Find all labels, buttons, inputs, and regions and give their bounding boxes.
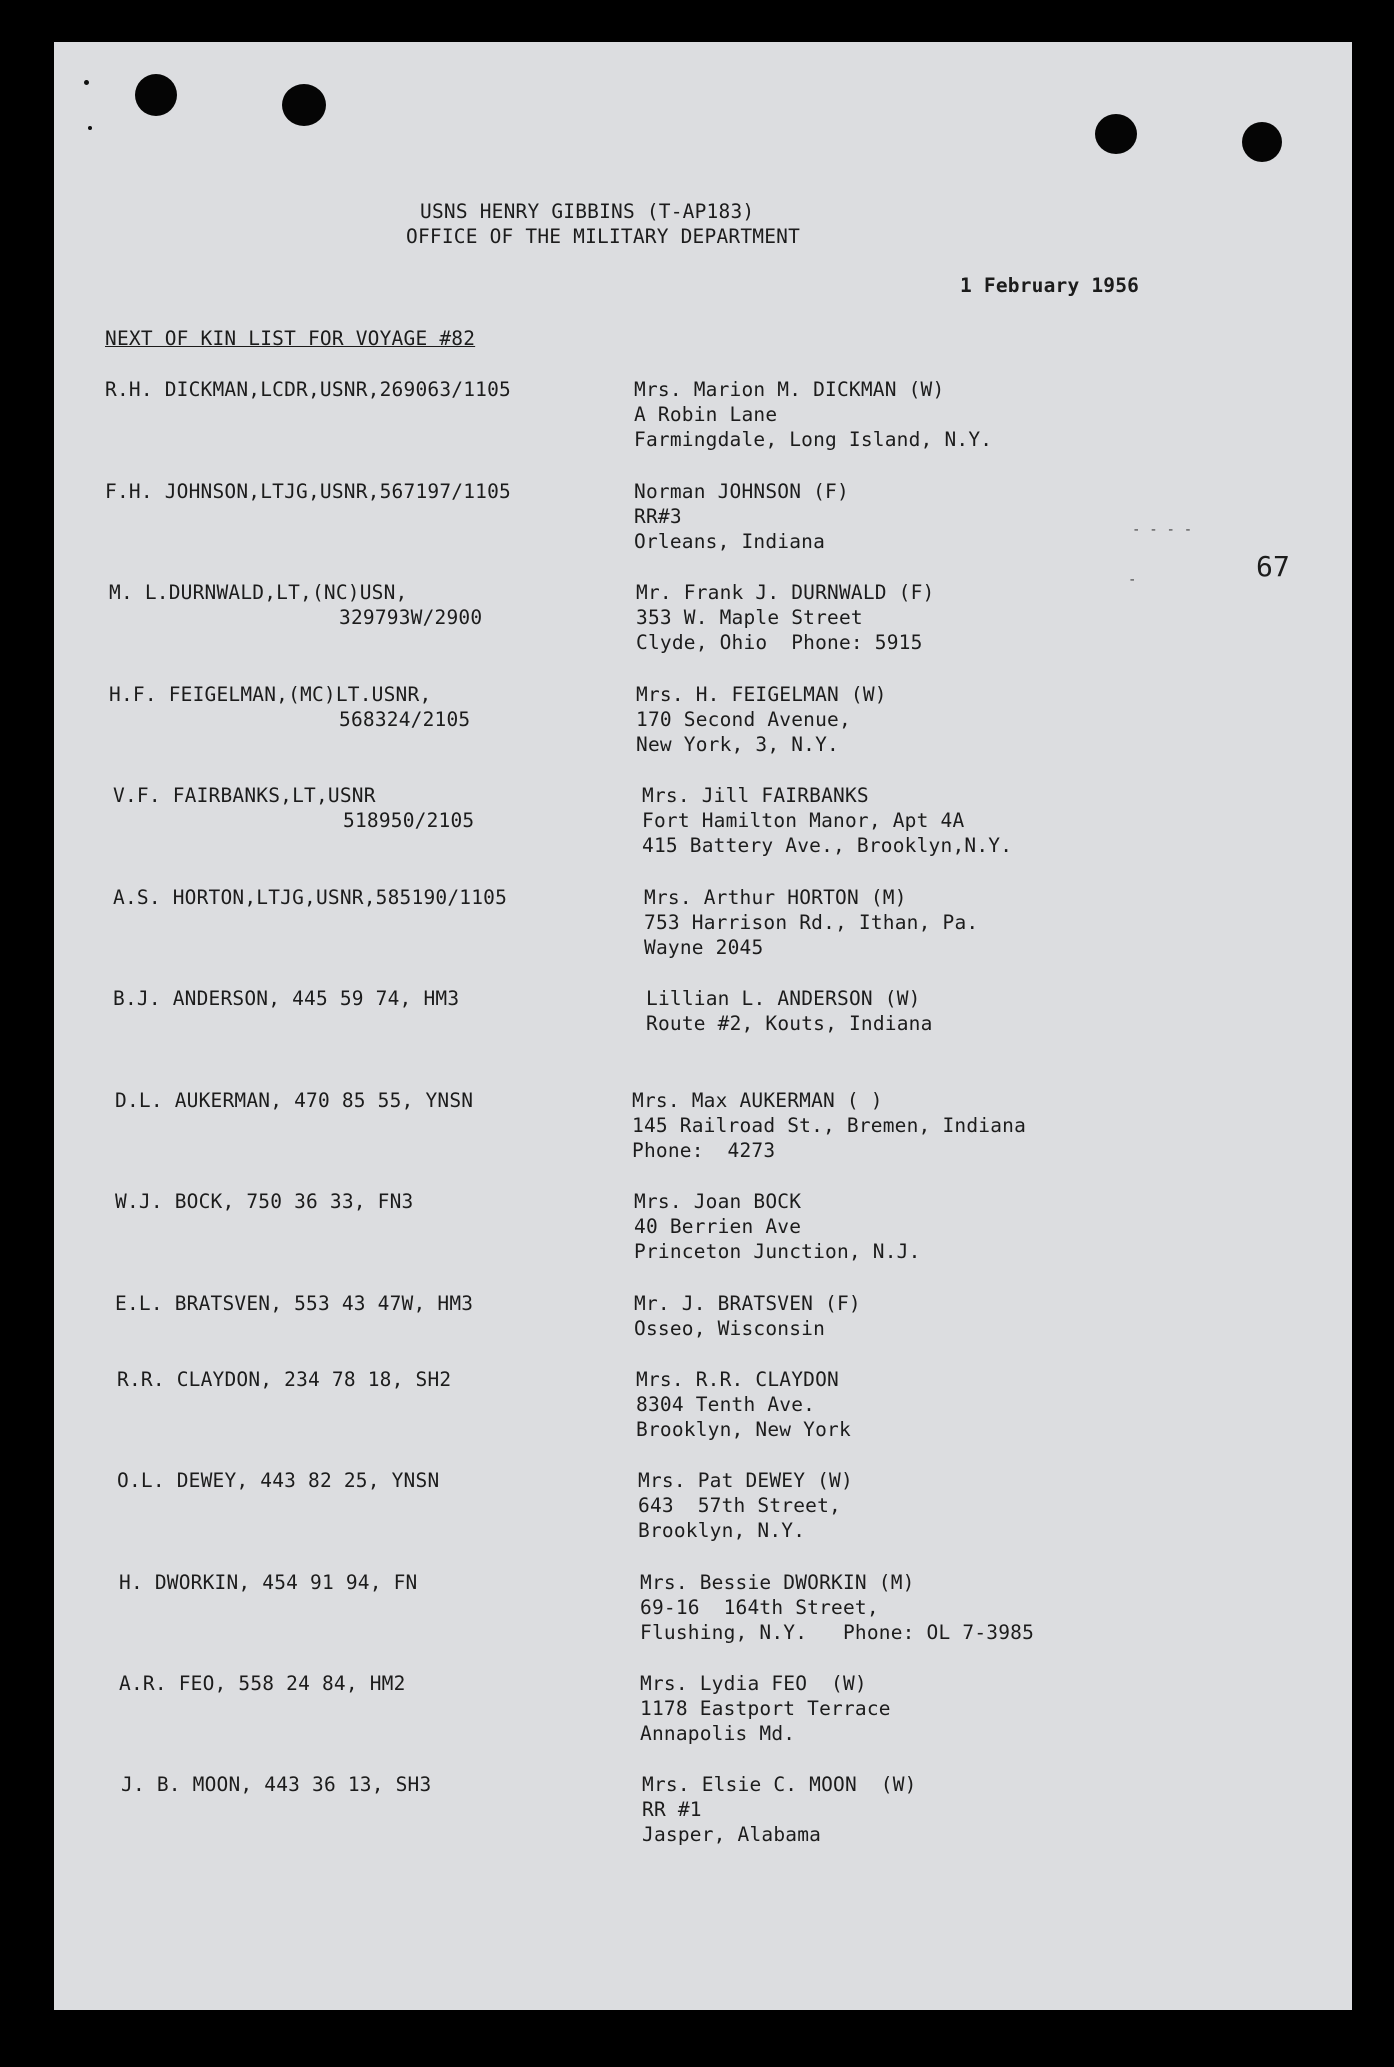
service-member-line: M. L.DURNWALD,LT,(NC)USN, bbox=[109, 581, 408, 604]
service-member-line: R.H. DICKMAN,LCDR,USNR,269063/1105 bbox=[105, 378, 511, 401]
service-number-line: 329793W/2900 bbox=[339, 606, 483, 629]
next-of-kin-address bbox=[634, 1189, 921, 1264]
service-member-line: F.H. JOHNSON,LTJG,USNR,567197/1105 bbox=[105, 480, 511, 503]
service-member-line: R.R. CLAYDON, 234 78 18, SH2 bbox=[117, 1368, 452, 1391]
next-of-kin-address bbox=[640, 1671, 891, 1746]
kin-name-line: Mrs. Marion M. DICKMAN (W) bbox=[634, 378, 945, 401]
kin-address-line: Brooklyn, N.Y. bbox=[638, 1519, 806, 1542]
service-member bbox=[115, 1088, 473, 1113]
service-member-line: J. B. MOON, 443 36 13, SH3 bbox=[121, 1773, 432, 1796]
kin-address-line: Clyde, Ohio Phone: 5915 bbox=[636, 631, 923, 654]
service-member bbox=[117, 1468, 439, 1493]
kin-address-line: Jasper, Alabama bbox=[642, 1823, 822, 1846]
next-of-kin-address bbox=[634, 377, 992, 452]
service-member-line: A.R. FEO, 558 24 84, HM2 bbox=[119, 1672, 406, 1695]
kin-address-line: RR #1 bbox=[642, 1798, 702, 1821]
punch-hole bbox=[282, 84, 326, 126]
kin-address-line: RR#3 bbox=[634, 505, 682, 528]
service-member bbox=[117, 1367, 451, 1392]
ship-name: USNS HENRY GIBBINS (T-AP183) bbox=[420, 200, 755, 223]
service-number-line: 568324/2105 bbox=[339, 708, 471, 731]
kin-address-line: Flushing, N.Y. Phone: OL 7-3985 bbox=[640, 1621, 1035, 1644]
kin-address-line: 40 Berrien Ave bbox=[634, 1215, 802, 1238]
next-of-kin-address bbox=[642, 1772, 917, 1847]
kin-name-line: Mrs. Max AUKERMAN ( ) bbox=[632, 1089, 883, 1112]
service-member bbox=[113, 885, 507, 910]
margin-dash-small: - bbox=[1128, 572, 1137, 588]
service-member-line: H. DWORKIN, 454 91 94, FN bbox=[119, 1571, 418, 1594]
kin-address-line: Phone: 4273 bbox=[632, 1139, 776, 1162]
kin-name-line: Mrs. Joan BOCK bbox=[634, 1190, 802, 1213]
kin-name-line: Mrs. Elsie C. MOON (W) bbox=[642, 1773, 917, 1796]
service-member-line: H.F. FEIGELMAN,(MC)LT.USNR, bbox=[109, 683, 432, 706]
list-title: NEXT OF KIN LIST FOR VOYAGE #82 bbox=[105, 327, 476, 350]
service-member-line: W.J. BOCK, 750 36 33, FN3 bbox=[115, 1190, 414, 1213]
next-of-kin-address bbox=[640, 1570, 1034, 1645]
kin-address-line: Orleans, Indiana bbox=[634, 530, 826, 553]
next-of-kin-address bbox=[644, 885, 978, 960]
kin-address-line: Brooklyn, New York bbox=[636, 1418, 851, 1441]
punch-hole bbox=[1242, 122, 1282, 162]
service-member bbox=[105, 377, 511, 402]
speck bbox=[84, 80, 89, 85]
kin-name-line: Mrs. Jill FAIRBANKS bbox=[642, 784, 869, 807]
service-member bbox=[109, 580, 482, 630]
kin-name-line: Mr. Frank J. DURNWALD (F) bbox=[636, 581, 935, 604]
kin-address-line: Farmingdale, Long Island, N.Y. bbox=[634, 428, 993, 451]
service-number-line: 518950/2105 bbox=[343, 809, 475, 832]
punch-hole bbox=[135, 74, 177, 116]
next-of-kin-address bbox=[636, 682, 887, 757]
punch-hole bbox=[1095, 114, 1137, 154]
kin-address-line: New York, 3, N.Y. bbox=[636, 733, 839, 756]
service-member-line: D.L. AUKERMAN, 470 85 55, YNSN bbox=[115, 1089, 474, 1112]
kin-address-line: 753 Harrison Rd., Ithan, Pa. bbox=[644, 911, 979, 934]
document-date: 1 February 1956 bbox=[960, 274, 1140, 297]
service-member bbox=[121, 1772, 431, 1797]
kin-address-line: Princeton Junction, N.J. bbox=[634, 1240, 921, 1263]
next-of-kin-address bbox=[634, 1291, 861, 1341]
kin-address-line: 170 Second Avenue, bbox=[636, 708, 851, 731]
margin-dashes: - - - - bbox=[1132, 522, 1193, 538]
kin-address-line: Osseo, Wisconsin bbox=[634, 1317, 826, 1340]
next-of-kin-address bbox=[632, 1088, 1026, 1163]
kin-address-line: 8304 Tenth Ave. bbox=[636, 1393, 816, 1416]
kin-address-line: 1178 Eastport Terrace bbox=[640, 1697, 891, 1720]
kin-address-line: 353 W. Maple Street bbox=[636, 606, 863, 629]
service-member bbox=[115, 1291, 473, 1316]
kin-address-line: 69-16 164th Street, bbox=[640, 1596, 879, 1619]
next-of-kin-address bbox=[642, 783, 1012, 858]
kin-name-line: Mrs. R.R. CLAYDON bbox=[636, 1368, 839, 1391]
kin-name-line: Mrs. Pat DEWEY (W) bbox=[638, 1469, 853, 1492]
kin-address-line: Route #2, Kouts, Indiana bbox=[646, 1012, 933, 1035]
service-member bbox=[119, 1570, 418, 1595]
kin-address-line: Annapolis Md. bbox=[640, 1722, 796, 1745]
kin-address-line: Wayne 2045 bbox=[644, 936, 764, 959]
kin-name-line: Mrs. H. FEIGELMAN (W) bbox=[636, 683, 887, 706]
kin-name-line: Mrs. Lydia FEO (W) bbox=[640, 1672, 867, 1695]
service-member bbox=[119, 1671, 406, 1696]
kin-address-line: A Robin Lane bbox=[634, 403, 778, 426]
kin-name-line: Mr. J. BRATSVEN (F) bbox=[634, 1292, 861, 1315]
service-member bbox=[105, 479, 511, 504]
kin-address-line: 145 Railroad St., Bremen, Indiana bbox=[632, 1114, 1027, 1137]
service-member-line: A.S. HORTON,LTJG,USNR,585190/1105 bbox=[113, 886, 508, 909]
page-number: 67 bbox=[1256, 550, 1291, 583]
document-page bbox=[54, 42, 1352, 2010]
service-member bbox=[109, 682, 470, 732]
next-of-kin-address bbox=[634, 479, 849, 554]
service-member bbox=[113, 986, 459, 1011]
kin-address-line: 643 57th Street, bbox=[638, 1494, 841, 1517]
kin-address-line: Fort Hamilton Manor, Apt 4A bbox=[642, 809, 965, 832]
service-member-line: E.L. BRATSVEN, 553 43 47W, HM3 bbox=[115, 1292, 474, 1315]
office-name: OFFICE OF THE MILITARY DEPARTMENT bbox=[406, 225, 801, 248]
service-member-line: V.F. FAIRBANKS,LT,USNR bbox=[113, 784, 376, 807]
service-member bbox=[113, 783, 474, 833]
next-of-kin-address bbox=[636, 1367, 851, 1442]
kin-name-line: Lillian L. ANDERSON (W) bbox=[646, 987, 921, 1010]
next-of-kin-address bbox=[646, 986, 933, 1036]
service-member bbox=[115, 1189, 414, 1214]
speck bbox=[88, 126, 92, 130]
service-member-line: O.L. DEWEY, 443 82 25, YNSN bbox=[117, 1469, 440, 1492]
kin-address-line: 415 Battery Ave., Brooklyn,N.Y. bbox=[642, 834, 1013, 857]
next-of-kin-address bbox=[636, 580, 935, 655]
next-of-kin-address bbox=[638, 1468, 853, 1543]
kin-name-line: Mrs. Bessie DWORKIN (M) bbox=[640, 1571, 915, 1594]
kin-name-line: Mrs. Arthur HORTON (M) bbox=[644, 886, 907, 909]
kin-name-line: Norman JOHNSON (F) bbox=[634, 480, 849, 503]
service-member-line: B.J. ANDERSON, 445 59 74, HM3 bbox=[113, 987, 460, 1010]
